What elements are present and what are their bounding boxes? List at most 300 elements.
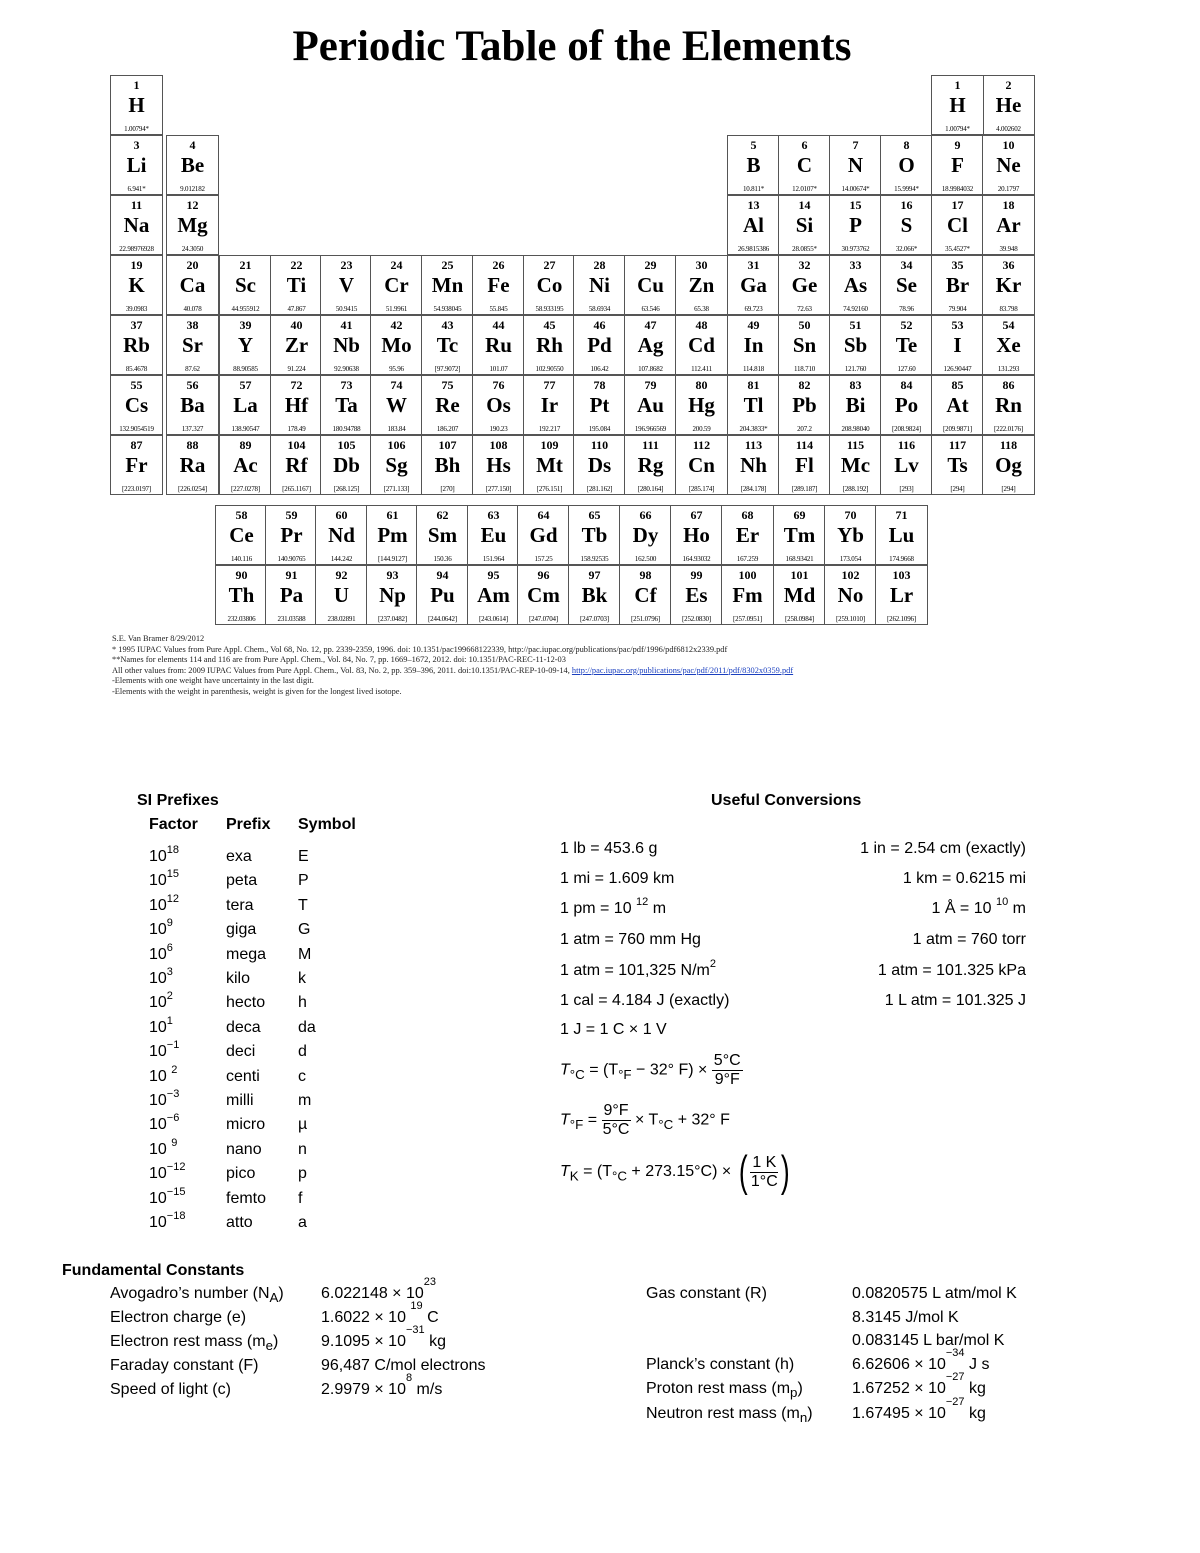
atomic-number: 88 (186, 438, 199, 452)
element-symbol: In (743, 333, 764, 357)
note-text: All other values from: 2009 IUPAC Values from Pure Appl. Chem., Vol. 83, No. 2, pp. 359–396, 2011. doi:10.1351/PAC-REP-10-09-14, (112, 665, 572, 675)
atomic-number: 52 (900, 318, 913, 332)
eq-numerator: 9°F (603, 1102, 629, 1119)
element-cell (773, 565, 826, 625)
element-symbol: Bh (434, 453, 461, 477)
atomic-number: 34 (900, 258, 913, 272)
element-symbol: Y (237, 333, 254, 357)
element-symbol: P (849, 213, 862, 237)
element-symbol: Bi (845, 393, 866, 417)
element-cell (880, 195, 933, 255)
atomic-number: 85 (951, 378, 964, 392)
constant-value (852, 1347, 990, 1374)
conv-text: 1 atm = 760 mm Hg (560, 931, 701, 948)
element-symbol: Fm (732, 583, 763, 607)
atomic-weight: 204.3833* (739, 425, 768, 433)
constant-subscript: n (799, 1410, 808, 1426)
element-symbol: H (128, 93, 145, 117)
constant-unit: J s (964, 1356, 990, 1373)
atomic-weight: [208.9824] (892, 425, 921, 433)
element-cell (320, 375, 373, 435)
conversion-left (560, 840, 657, 858)
element-cell (472, 255, 525, 315)
element-cell (931, 135, 984, 195)
conversion-left (560, 931, 701, 949)
element-cell (219, 255, 272, 315)
atomic-weight: 174.9668 (889, 555, 914, 563)
element-symbol: Lv (894, 453, 919, 477)
element-cell (824, 505, 877, 565)
element-cell (523, 435, 576, 495)
atomic-number: 96 (537, 568, 550, 582)
constant-close: ) (273, 1333, 279, 1350)
element-symbol: Cf (634, 583, 657, 607)
atomic-weight: 167.259 (736, 555, 759, 563)
conversion-left (560, 896, 667, 918)
element-symbol: Ti (286, 273, 307, 297)
constant-number: 0.083145 L bar/mol K (852, 1332, 1005, 1349)
element-cell (110, 375, 163, 435)
element-symbol: Hs (486, 453, 511, 477)
atomic-weight: 232.03806 (227, 615, 256, 623)
si-prefix: mega (226, 945, 267, 963)
atomic-number: 62 (436, 508, 449, 522)
source-notes (112, 634, 1012, 698)
si-symbol: T (298, 896, 308, 914)
conversion-right (913, 931, 1026, 949)
si-factor-exponent: 9 (166, 917, 173, 930)
atomic-weight: [293] (899, 485, 914, 493)
element-cell (619, 565, 672, 625)
atomic-number: 53 (951, 318, 964, 332)
atomic-weight: 79.904 (948, 305, 967, 313)
element-symbol: Ba (180, 393, 205, 417)
element-symbol: Ta (335, 393, 358, 417)
atomic-weight: 137.327 (181, 425, 204, 433)
element-symbol: Cl (947, 213, 968, 237)
constant-value (852, 1309, 959, 1327)
atomic-weight: 88.90585 (233, 365, 258, 373)
eq-fraction (602, 1102, 631, 1139)
atomic-weight: 140.90765 (277, 555, 306, 563)
element-cell (670, 565, 723, 625)
element-cell (982, 255, 1035, 315)
element-symbol: Tl (743, 393, 764, 417)
si-factor (149, 1161, 186, 1183)
atomic-weight: [265.1167] (282, 485, 311, 493)
element-symbol: Sn (792, 333, 817, 357)
atomic-number: 102 (841, 568, 860, 582)
atomic-weight: 15.9994* (894, 185, 919, 193)
element-symbol: Cd (688, 333, 715, 357)
element-symbol: Mc (840, 453, 871, 477)
conv-text: 1 atm = 760 torr (912, 931, 1026, 948)
element-cell (675, 435, 728, 495)
atomic-weight: 30.973762 (841, 245, 870, 253)
constant-unit: C (422, 1309, 439, 1326)
si-factor (149, 1039, 180, 1061)
atomic-number: 4 (189, 138, 196, 152)
atomic-number: 84 (900, 378, 913, 392)
atomic-number: 99 (690, 568, 703, 582)
si-symbol: E (298, 848, 309, 865)
atomic-weight: 150.36 (433, 555, 452, 563)
constant-close: ) (253, 1357, 259, 1374)
atomic-number: 66 (639, 508, 652, 522)
atomic-weight: 162.500 (634, 555, 657, 563)
element-symbol: Co (536, 273, 563, 297)
eq-text: = (T (584, 1061, 619, 1079)
atomic-number: 24 (390, 258, 403, 272)
element-cell (110, 315, 163, 375)
element-cell (523, 255, 576, 315)
element-cell (320, 255, 373, 315)
element-cell (472, 315, 525, 375)
element-cell (166, 375, 219, 435)
atomic-number: 50 (798, 318, 811, 332)
si-symbol: f (298, 1189, 303, 1207)
atomic-number: 45 (543, 318, 556, 332)
atomic-number: 107 (438, 438, 457, 452)
si-factor (149, 1063, 178, 1086)
constant-unit: m/s (412, 1381, 443, 1398)
element-cell (778, 135, 831, 195)
atomic-number: 33 (849, 258, 862, 272)
atomic-weight: [270] (440, 485, 455, 493)
atomic-number: 101 (790, 568, 809, 582)
constant-name (646, 1285, 767, 1305)
eq-text: = (T (578, 1163, 613, 1181)
element-cell (727, 195, 780, 255)
si-prefix-row (0, 1161, 400, 1189)
atomic-weight: 238.02891 (327, 615, 356, 623)
constant-name (110, 1381, 231, 1401)
si-factor-exponent: 18 (166, 844, 180, 856)
conv-exponent: 10 (995, 896, 1009, 908)
si-factor (149, 868, 180, 890)
element-symbol: Mt (536, 453, 563, 477)
si-prefix-row (0, 1210, 400, 1238)
atomic-number: 104 (287, 438, 306, 452)
atomic-number: 26 (492, 258, 505, 272)
element-cell (370, 375, 423, 435)
si-prefix-row (0, 844, 400, 872)
atomic-weight: 74.92160 (843, 305, 868, 313)
atomic-weight: 106.42 (590, 365, 609, 373)
eq-symbol: T (560, 1163, 570, 1181)
constant-label: Electron charge (e (110, 1309, 241, 1326)
atomic-weight: 118.710 (793, 365, 816, 373)
element-symbol: Er (735, 523, 760, 547)
atomic-number: 28 (593, 258, 606, 272)
atomic-weight: [144.9127] (378, 555, 407, 563)
element-cell (880, 135, 933, 195)
element-cell (421, 435, 474, 495)
element-symbol: Sb (843, 333, 868, 357)
atomic-weight: 131.293 (997, 365, 1020, 373)
atomic-weight: 140.116 (230, 555, 253, 563)
element-cell (421, 255, 474, 315)
si-factor-exponent: −1 (166, 1039, 180, 1052)
element-cell (982, 315, 1035, 375)
element-cell (110, 255, 163, 315)
element-cell (265, 505, 318, 565)
eq-subscript: °C (612, 1168, 627, 1184)
atomic-number: 86 (1002, 378, 1015, 392)
atomic-weight: [289.187] (791, 485, 818, 493)
atomic-weight: [243.0614] (479, 615, 508, 623)
atomic-weight: [280.164] (637, 485, 664, 493)
element-symbol: Es (685, 583, 708, 607)
si-factor-base: 10 (149, 945, 167, 963)
si-prefix-row (0, 966, 400, 994)
element-cell (110, 75, 163, 135)
atomic-weight: 51.9961 (385, 305, 408, 313)
element-cell (778, 375, 831, 435)
element-cell (875, 505, 928, 565)
element-symbol: Li (126, 153, 147, 177)
atomic-weight: 173.054 (839, 555, 862, 563)
element-cell (829, 255, 882, 315)
eq-subscript: °C (658, 1116, 674, 1132)
element-symbol: K (128, 273, 145, 297)
atomic-number: 73 (340, 378, 353, 392)
si-prefix: pico (226, 1165, 256, 1183)
element-symbol: Kr (995, 273, 1022, 297)
element-symbol: Rf (285, 453, 308, 477)
element-cell (219, 315, 272, 375)
element-symbol: I (953, 333, 962, 357)
atomic-number: 71 (895, 508, 908, 522)
element-symbol: Pd (587, 333, 612, 357)
si-prefix: deci (226, 1043, 256, 1061)
element-symbol: At (946, 393, 969, 417)
element-cell (366, 505, 419, 565)
atomic-weight: [285.174] (688, 485, 715, 493)
element-symbol: S (900, 213, 913, 237)
element-cell (110, 435, 163, 495)
element-symbol: Te (895, 333, 918, 357)
atomic-number: 83 (849, 378, 862, 392)
element-cell (829, 315, 882, 375)
constant-value (321, 1372, 443, 1399)
conv-text: 1 J = 1 C × 1 V (560, 1021, 667, 1038)
si-prefix: exa (226, 848, 252, 865)
constants-title: Fundamental Constants (62, 1262, 245, 1279)
atomic-number: 51 (849, 318, 862, 332)
atomic-weight: [277.150] (485, 485, 512, 493)
atomic-number: 108 (489, 438, 508, 452)
eq-text: × T (630, 1111, 659, 1129)
element-symbol: Lu (888, 523, 915, 547)
constant-exponent: −27 (945, 1396, 965, 1408)
open-paren: ( (738, 1147, 748, 1196)
si-prefix-row (0, 1185, 400, 1214)
element-symbol: Ir (540, 393, 559, 417)
element-symbol: Zr (284, 333, 309, 357)
constant-number: 1.67495 × 10 (852, 1405, 946, 1422)
si-prefix-row (0, 1112, 400, 1140)
note-link[interactable]: http://pac.iupac.org/publications/pac/pdf/2011/pdf/8302x0359.pdf (571, 665, 794, 675)
element-cell (931, 75, 984, 135)
atomic-weight: 151.964 (482, 555, 505, 563)
element-cell (778, 315, 831, 375)
atomic-weight: 168.93421 (785, 555, 814, 563)
atomic-number: 46 (593, 318, 606, 332)
si-factor-base: 10 (149, 1043, 167, 1061)
atomic-weight: [294] (950, 485, 965, 493)
atomic-number: 67 (690, 508, 703, 522)
element-symbol: C (796, 153, 813, 177)
conversions-title: Useful Conversions (711, 792, 862, 809)
atomic-number: 1 (133, 78, 140, 92)
eq-denominator: 1°C (750, 1172, 778, 1190)
constant-exponent: −34 (945, 1347, 965, 1359)
element-symbol: W (386, 393, 407, 417)
atomic-weight: [271.133] (383, 485, 410, 493)
si-symbol: n (298, 1140, 307, 1158)
atomic-number: 87 (130, 438, 143, 452)
atomic-number: 115 (846, 438, 865, 452)
element-cell (370, 435, 423, 495)
atomic-number: 59 (285, 508, 298, 522)
atomic-weight: [251.0796] (631, 615, 660, 623)
atomic-number: 44 (492, 318, 505, 332)
atomic-weight: 65.38 (694, 305, 709, 313)
atomic-number: 114 (795, 438, 814, 452)
conv-text: 1 in = 2.54 cm (exactly) (860, 840, 1026, 857)
atomic-number: 5 (750, 138, 757, 152)
constant-name (646, 1405, 813, 1425)
element-symbol: Ra (179, 453, 206, 477)
si-factor-exponent: −6 (166, 1112, 180, 1125)
atomic-number: 68 (741, 508, 754, 522)
atomic-number: 69 (793, 508, 806, 522)
element-cell (215, 565, 268, 625)
si-factor-base: 10 (149, 1140, 172, 1158)
si-symbol: k (298, 970, 306, 987)
element-symbol: Np (379, 583, 406, 607)
conversion-left (560, 870, 674, 888)
atomic-weight: 85.4678 (125, 365, 148, 373)
element-cell (778, 195, 831, 255)
element-symbol: Mo (381, 333, 412, 357)
constant-close: ) (240, 1309, 247, 1326)
si-prefix-row (0, 941, 400, 970)
si-factor-exponent: 3 (166, 966, 173, 978)
constant-name (646, 1380, 803, 1400)
si-prefix-row (0, 917, 400, 945)
element-cell (829, 195, 882, 255)
element-cell (421, 315, 474, 375)
element-cell (931, 195, 984, 255)
conversion-left (560, 1021, 667, 1039)
si-factor-base: 10 (149, 1092, 167, 1109)
atomic-number: 79 (644, 378, 657, 392)
atomic-weight: 183.84 (387, 425, 406, 433)
element-symbol: Hf (284, 393, 309, 417)
atomic-weight: [284.178] (740, 485, 767, 493)
element-symbol: Pr (280, 523, 303, 547)
element-symbol: Tm (783, 523, 816, 547)
atomic-weight: 10.811* (742, 185, 765, 193)
atomic-weight: 55.845 (489, 305, 508, 313)
atomic-weight: 180.94788 (332, 425, 361, 433)
element-cell (675, 375, 728, 435)
atomic-weight: 20.1797 (997, 185, 1020, 193)
element-symbol: Ni (589, 273, 610, 297)
si-factor (149, 1210, 186, 1232)
element-cell (370, 255, 423, 315)
element-symbol: Fl (795, 453, 814, 477)
atomic-number: 42 (390, 318, 403, 332)
constant-number: 96,487 C/mol electrons (321, 1357, 486, 1374)
atomic-weight: [262.1096] (887, 615, 916, 623)
si-factor (149, 1136, 178, 1159)
atomic-weight: 87.62 (185, 365, 200, 373)
si-factor (149, 1112, 180, 1134)
atomic-number: 112 (692, 438, 711, 452)
note-line: -Elements with the weight in parenthesis, weight is given for the longest lived isotope. (112, 686, 402, 696)
element-symbol: Mn (431, 273, 464, 297)
conv-text: 1 lb = 453.6 g (560, 840, 658, 857)
atomic-number: 91 (285, 568, 298, 582)
element-symbol: Mg (177, 213, 208, 237)
atomic-number: 9 (954, 138, 961, 152)
atomic-weight: [258.0984] (785, 615, 814, 623)
element-cell (166, 255, 219, 315)
element-cell (624, 315, 677, 375)
element-symbol: Cu (637, 273, 664, 297)
element-cell (624, 435, 677, 495)
conversion-left (560, 958, 716, 980)
atomic-weight: 28.0855* (792, 245, 817, 253)
element-cell (727, 255, 780, 315)
conv-text: 1 cal = 4.184 J (exactly) (560, 992, 730, 1009)
element-symbol: He (995, 93, 1022, 117)
element-cell (421, 375, 474, 435)
atomic-number: 17 (951, 198, 964, 212)
element-symbol: Cs (124, 393, 149, 417)
constant-number: 6.022148 × 10 (321, 1285, 424, 1302)
atomic-weight: 22.98976928 (119, 245, 154, 253)
atomic-weight: [244.0642] (428, 615, 457, 623)
atomic-weight: 63.546 (641, 305, 660, 313)
conv-text: 1 km = 0.6215 mi (902, 870, 1026, 887)
element-cell (778, 435, 831, 495)
kelvin-equation (560, 1147, 793, 1196)
atomic-number: 106 (387, 438, 406, 452)
element-symbol: Be (180, 153, 205, 177)
conversion-left (560, 992, 729, 1010)
element-symbol: Nb (333, 333, 360, 357)
eq-text: − 32° F) × (631, 1061, 712, 1079)
atomic-weight: 158.92535 (580, 555, 609, 563)
si-factor-exponent: −18 (166, 1210, 186, 1222)
atomic-weight: 26.9815386 (737, 245, 770, 253)
si-factor-base: 10 (149, 1067, 172, 1085)
atomic-number: 36 (1002, 258, 1015, 272)
atomic-weight: 12.0107* (792, 185, 817, 193)
atomic-number: 111 (642, 438, 659, 452)
atomic-weight: 50.9415 (335, 305, 358, 313)
atomic-weight: 72.63 (797, 305, 812, 313)
element-symbol: Tc (436, 333, 459, 357)
element-symbol: As (843, 273, 868, 297)
si-prefix-row (0, 1014, 400, 1043)
atomic-weight: [97.9072] (434, 365, 461, 373)
conv-text: 1 atm = 101.325 kPa (877, 962, 1026, 979)
